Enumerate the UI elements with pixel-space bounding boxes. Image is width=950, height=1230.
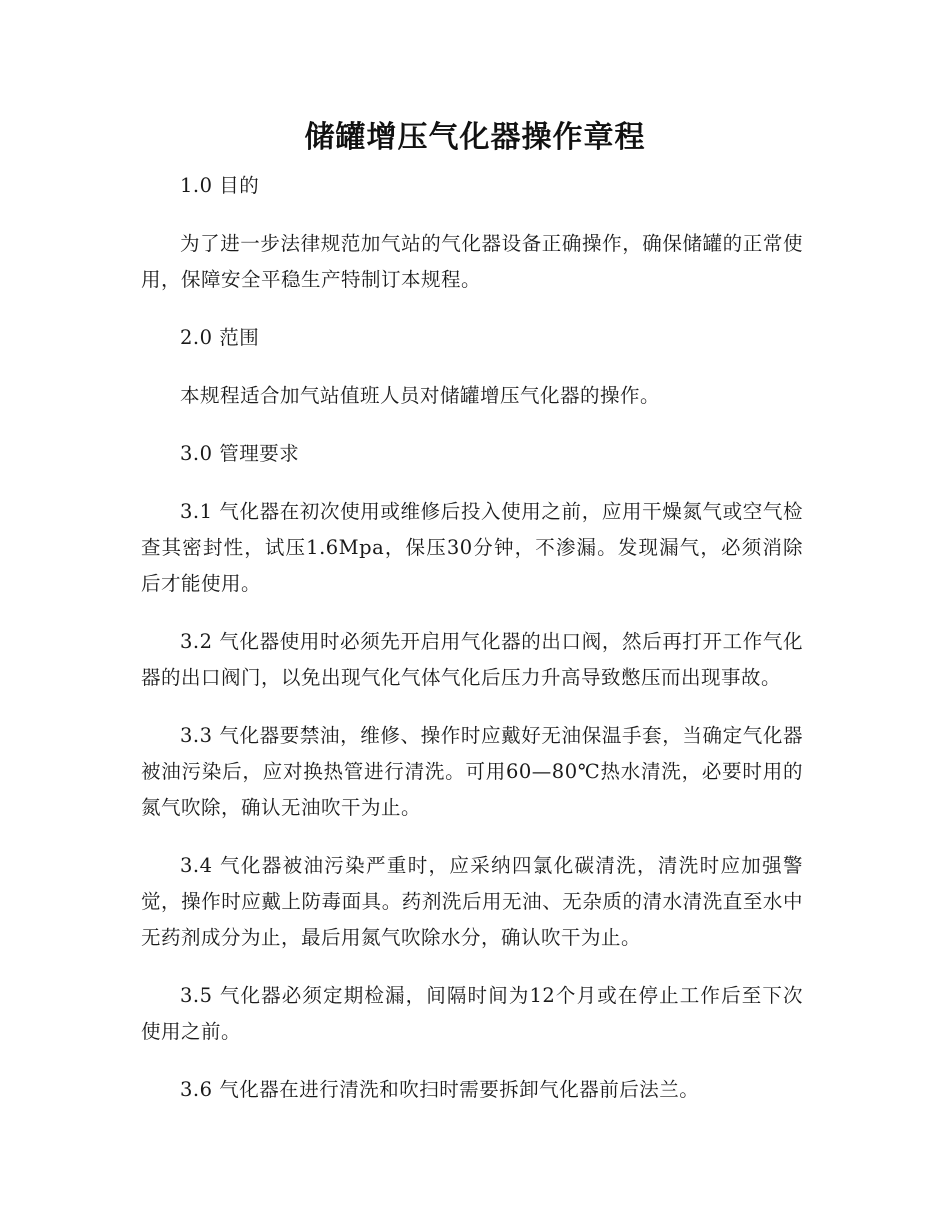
- paragraph-3-4: 3.4 气化器被油污染严重时，应采纳四氯化碳清洗，清洗时应加强警觉，操作时应戴上防毒面具。药剂洗后用无油、无杂质的清水清洗直至水中无药剂成分为止，最后用氮气吹除水分，确认吹干为止。: [141, 854, 803, 949]
- paragraph-purpose: 为了进一步法律规范加气站的气化器设备正确操作，确保储罐的正常使用，保障安全平稳生产特制订本规程。: [141, 232, 803, 291]
- document-title: 储罐增压气化器操作章程: [304, 120, 646, 155]
- document-body: [141, 168, 803, 1130]
- paragraph-3-1: 3.1 气化器在初次使用或维修后投入使用之前，应用干燥氮气或空气检查其密封性，试压1.6Mpa，保压30分钟，不渗漏。发现漏气，必须消除后才能使用。: [141, 500, 803, 595]
- paragraph-3-5: 3.5 气化器必须定期检漏，间隔时间为12个月或在停止工作后至下次使用之前。: [141, 984, 803, 1043]
- paragraph-3-6: 3.6 气化器在进行清洗和吹扫时需要拆卸气化器前后法兰。: [180, 1078, 700, 1101]
- paragraph-3-2: 3.2 气化器使用时必须先开启用气化器的出口阀，然后再打开工作气化器的出口阀门，以免出现气化气体气化后压力升高导致憋压而出现事故。: [141, 630, 803, 689]
- paragraph-3-3: 3.3 气化器要禁油，维修、操作时应戴好无油保温手套，当确定气化器被油污染后，应对换热管进行清洗。可用60—80℃热水清洗，必要时用的氮气吹除，确认无油吹干为止。: [141, 724, 803, 819]
- section-heading-requirements: 3.0 管理要求: [180, 442, 300, 465]
- section-heading-purpose: 1.0 目的: [180, 174, 260, 197]
- paragraph-scope: 本规程适合加气站值班人员对储罐增压气化器的操作。: [180, 384, 661, 407]
- section-heading-scope: 2.0 范围: [180, 326, 260, 349]
